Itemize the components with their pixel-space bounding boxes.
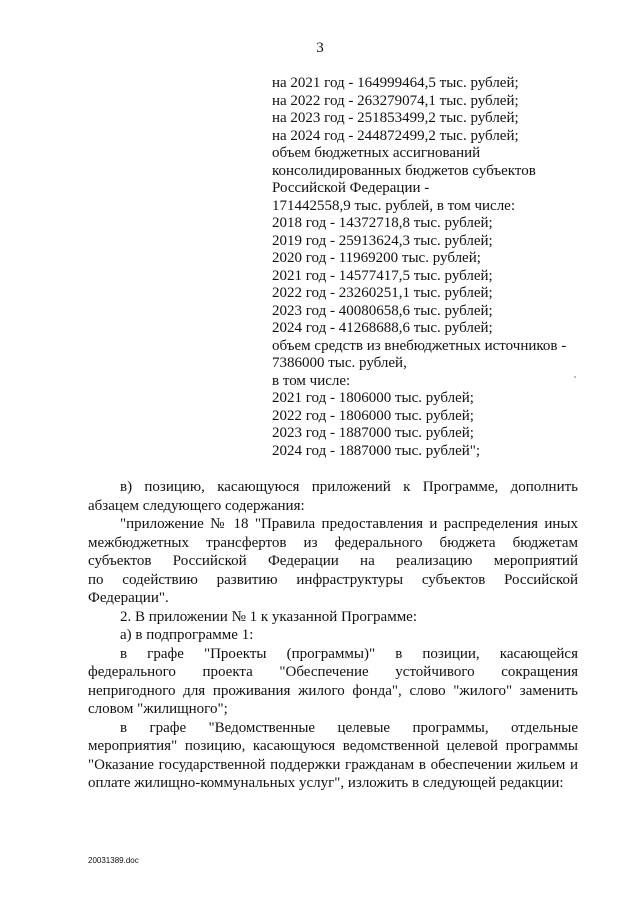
budget-line: 2021 год - 1806000 тыс. рублей; [272,390,474,406]
text-line: межбюджетных трансфертов из федерального бюджета бюджетам [88,534,578,551]
budget-allocation-block [272,75,572,460]
budget-line: на 2024 год - 244872499,2 тыс. рублей; [272,127,519,144]
text-line: непригодного для проживания жилого фонда", слово "жилого" заменить [88,682,578,699]
text-line: субъектов Российской Федерации на реализацию мероприятий [88,553,578,569]
paragraph-departmental-programs [88,719,578,793]
text-line: по содействию развитию инфраструктуры субъектов Российской [88,571,578,588]
text-line: "Оказание государственной поддержки гражданам в обеспечении жильем и [88,756,578,773]
budget-line: 2019 год - 25913624,3 тыс. рублей; [272,232,493,249]
budget-line: 2023 год - 40080658,6 тыс. рублей; [272,302,493,319]
text-line: федерального проекта "Обеспечение устойчивого сокращения [88,664,578,680]
budget-line: Российской Федерации - [272,180,430,196]
budget-line: объем бюджетных ассигнований [272,145,481,161]
text-line: абзацем следующего содержания: [88,497,305,514]
text-line: в графе "Проекты (программы)" в позиции, касающейся [120,645,578,662]
text-line: словом "жилищного"; [88,701,228,717]
budget-line: объем средств из внебюджетных источников - [272,337,567,354]
text-line: Федерации". [88,590,169,606]
budget-line: 2024 год - 1887000 тыс. рублей"; [272,442,481,459]
budget-line: 2021 год - 14577417,5 тыс. рублей; [272,267,493,284]
budget-line: 7386000 тыс. рублей, [272,355,407,371]
paragraph-projects-column [88,645,578,719]
text-line: оплате жилищно-коммунальных услуг", изложить в следующей редакции: [88,775,564,791]
text-line: в графе "Ведомственные целевые программы, отдельные [120,719,578,736]
paragraph-subprogram-1: а) в подпрограмме 1: [120,627,254,643]
budget-line: 2020 год - 11969200 тыс. рублей; [272,250,481,266]
budget-line: 2018 год - 14372718,8 тыс. рублей; [272,215,493,231]
budget-line: на 2023 год - 251853499,2 тыс. рублей; [272,110,519,126]
text-line: "приложение № 18 "Правила предоставления и распределения иных [120,516,578,532]
document-file-id: 20031389.doc [88,856,139,865]
scan-speck [574,376,576,378]
budget-line: 2024 год - 41268688,6 тыс. рублей; [272,320,493,336]
budget-line: 2022 год - 1806000 тыс. рублей; [272,407,474,424]
paragraph-appendix-position [88,478,578,515]
paragraph-appendix-18 [88,515,578,608]
document-body [88,478,578,793]
page-number: 3 [316,40,324,56]
budget-line: консолидированных бюджетов субъектов [272,162,536,179]
text-line: мероприятия" позицию, касающуюся ведомственной целевой программы [88,738,578,754]
budget-line: в том числе: [272,372,351,389]
budget-line: на 2021 год - 164999464,5 тыс. рублей; [272,75,519,91]
paragraph-section-2: 2. В приложении № 1 к указанной Программе: [120,608,418,625]
budget-line: 2023 год - 1887000 тыс. рублей; [272,425,474,441]
budget-line: 2022 год - 23260251,1 тыс. рублей; [272,285,493,301]
budget-line: на 2022 год - 263279074,1 тыс. рублей; [272,92,519,109]
text-line: в) позицию, касающуюся приложений к Программе, дополнить [120,479,578,495]
budget-line: 171442558,9 тыс. рублей, в том числе: [272,197,516,214]
